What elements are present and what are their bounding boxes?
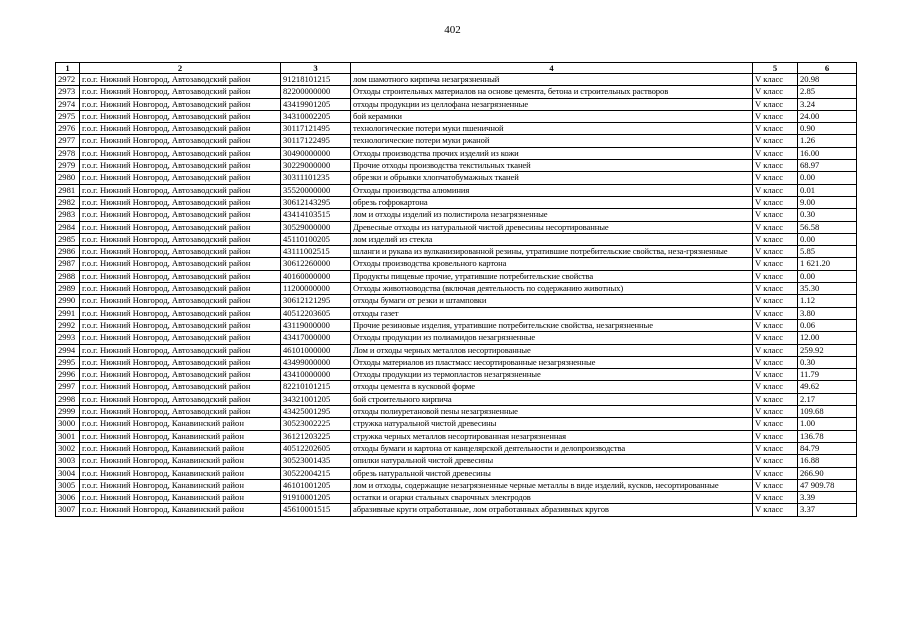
hazard-class-cell: V класс [753, 98, 798, 110]
location-cell: г.о.г. Нижний Новгород, Канавинский район [80, 504, 281, 516]
waste-code-cell: 91910001205 [281, 492, 351, 504]
table-row [56, 295, 857, 307]
location-cell: г.о.г. Нижний Новгород, Автозаводский район [80, 258, 281, 270]
header-cell: 1 [56, 63, 80, 74]
table-row [56, 369, 857, 381]
waste-code-cell: 45110100205 [281, 233, 351, 245]
table-row [56, 258, 857, 270]
row-number: 2977 [56, 135, 80, 147]
row-number: 2978 [56, 147, 80, 159]
amount-cell: 109.68 [798, 406, 857, 418]
waste-code-cell: 46101001205 [281, 479, 351, 491]
table-row [56, 270, 857, 282]
table-row [56, 356, 857, 368]
amount-cell: 11.79 [798, 369, 857, 381]
table-row [56, 455, 857, 467]
table-row [56, 123, 857, 135]
hazard-class-cell: V класс [753, 467, 798, 479]
waste-name-cell: шланги и рукава из вулканизированной резины, утратившие потребительские свойства, неза-грязненные [351, 246, 753, 258]
hazard-class-cell: V класс [753, 418, 798, 430]
table-body [56, 74, 857, 517]
table-row [56, 492, 857, 504]
row-number: 2994 [56, 344, 80, 356]
waste-code-cell: 30523002225 [281, 418, 351, 430]
waste-code-cell: 43417000000 [281, 332, 351, 344]
row-number: 2980 [56, 172, 80, 184]
location-cell: г.о.г. Нижний Новгород, Автозаводский район [80, 233, 281, 245]
location-cell: г.о.г. Нижний Новгород, Автозаводский район [80, 209, 281, 221]
waste-code-cell: 30229000000 [281, 160, 351, 172]
hazard-class-cell: V класс [753, 356, 798, 368]
table-row [56, 233, 857, 245]
waste-name-cell: Отходы материалов из пластмасс несортированные незагрязненные [351, 356, 753, 368]
hazard-class-cell: V класс [753, 430, 798, 442]
waste-name-cell: Отходы строительных материалов на основе цемента, бетона и строительных растворов [351, 86, 753, 98]
hazard-class-cell: V класс [753, 74, 798, 86]
row-number: 3007 [56, 504, 80, 516]
hazard-class-cell: V класс [753, 123, 798, 135]
waste-name-cell: лом и отходы, содержащие незагрязненные черные металлы в виде изделий, кусков, несортированные [351, 479, 753, 491]
hazard-class-cell: V класс [753, 86, 798, 98]
location-cell: г.о.г. Нижний Новгород, Канавинский район [80, 418, 281, 430]
waste-code-cell: 43419901205 [281, 98, 351, 110]
amount-cell: 20.98 [798, 74, 857, 86]
waste-code-cell: 30612143295 [281, 196, 351, 208]
waste-code-cell: 40512202605 [281, 442, 351, 454]
waste-code-cell: 82210101215 [281, 381, 351, 393]
table-row [56, 74, 857, 86]
waste-name-cell: отходы газет [351, 307, 753, 319]
amount-cell: 3.37 [798, 504, 857, 516]
waste-name-cell: Лом и отходы черных металлов несортированные [351, 344, 753, 356]
amount-cell: 0.06 [798, 319, 857, 331]
amount-cell: 68.97 [798, 160, 857, 172]
table-row [56, 147, 857, 159]
waste-name-cell: опилки натуральной чистой древесины [351, 455, 753, 467]
waste-name-cell: обрезь натуральной чистой древесины [351, 467, 753, 479]
waste-name-cell: бой строительного кирпича [351, 393, 753, 405]
row-number: 3004 [56, 467, 80, 479]
waste-code-cell: 30117121495 [281, 123, 351, 135]
waste-name-cell: отходы бумаги от резки и штамповки [351, 295, 753, 307]
header-cell: 3 [281, 63, 351, 74]
waste-name-cell: отходы цемента в кусковой форме [351, 381, 753, 393]
row-number: 2993 [56, 332, 80, 344]
location-cell: г.о.г. Нижний Новгород, Автозаводский район [80, 332, 281, 344]
location-cell: г.о.г. Нижний Новгород, Автозаводский район [80, 184, 281, 196]
location-cell: г.о.г. Нижний Новгород, Автозаводский район [80, 172, 281, 184]
location-cell: г.о.г. Нижний Новгород, Канавинский район [80, 467, 281, 479]
hazard-class-cell: V класс [753, 221, 798, 233]
hazard-class-cell: V класс [753, 442, 798, 454]
waste-code-cell: 45610001515 [281, 504, 351, 516]
waste-code-cell: 35520000000 [281, 184, 351, 196]
row-number: 2997 [56, 381, 80, 393]
header-cell: 6 [798, 63, 857, 74]
waste-name-cell: обрезь гофрокартона [351, 196, 753, 208]
waste-table [55, 62, 857, 517]
waste-code-cell: 30490000000 [281, 147, 351, 159]
location-cell: г.о.г. Нижний Новгород, Автозаводский район [80, 344, 281, 356]
amount-cell: 259.92 [798, 344, 857, 356]
hazard-class-cell: V класс [753, 332, 798, 344]
amount-cell: 3.39 [798, 492, 857, 504]
location-cell: г.о.г. Нижний Новгород, Автозаводский район [80, 74, 281, 86]
waste-code-cell: 30612260000 [281, 258, 351, 270]
waste-name-cell: Отходы продукции из полиамидов незагрязненные [351, 332, 753, 344]
table-row [56, 246, 857, 258]
table-row [56, 381, 857, 393]
waste-code-cell: 40512203605 [281, 307, 351, 319]
waste-name-cell: стружка натуральной чистой древесины [351, 418, 753, 430]
table-row [56, 442, 857, 454]
row-number: 2975 [56, 110, 80, 122]
waste-name-cell: обрезки и обрывки хлопчатобумажных тканей [351, 172, 753, 184]
location-cell: г.о.г. Нижний Новгород, Автозаводский район [80, 393, 281, 405]
table-row [56, 172, 857, 184]
header-row [56, 63, 857, 74]
amount-cell: 9.00 [798, 196, 857, 208]
row-number: 2983 [56, 209, 80, 221]
hazard-class-cell: V класс [753, 307, 798, 319]
row-number: 2999 [56, 406, 80, 418]
amount-cell: 266.90 [798, 467, 857, 479]
row-number: 2974 [56, 98, 80, 110]
location-cell: г.о.г. Нижний Новгород, Автозаводский район [80, 123, 281, 135]
row-number: 2996 [56, 369, 80, 381]
table-row [56, 344, 857, 356]
waste-name-cell: лом шамотного кирпича незагрязненный [351, 74, 753, 86]
amount-cell: 1.00 [798, 418, 857, 430]
waste-name-cell: лом и отходы изделий из полистирола незагрязненные [351, 209, 753, 221]
table-row [56, 184, 857, 196]
amount-cell: 136.78 [798, 430, 857, 442]
waste-name-cell: стружка черных металлов несортированная незагрязненная [351, 430, 753, 442]
waste-code-cell: 30612121295 [281, 295, 351, 307]
table-row [56, 110, 857, 122]
amount-cell: 0.00 [798, 233, 857, 245]
table-row [56, 406, 857, 418]
waste-name-cell: технологические потери муки пшеничной [351, 123, 753, 135]
waste-name-cell: технологические потери муки ржаной [351, 135, 753, 147]
table-row [56, 86, 857, 98]
location-cell: г.о.г. Нижний Новгород, Автозаводский район [80, 307, 281, 319]
hazard-class-cell: V класс [753, 270, 798, 282]
hazard-class-cell: V класс [753, 393, 798, 405]
row-number: 2998 [56, 393, 80, 405]
amount-cell: 16.00 [798, 147, 857, 159]
location-cell: г.о.г. Нижний Новгород, Автозаводский район [80, 196, 281, 208]
row-number: 2984 [56, 221, 80, 233]
table-row [56, 418, 857, 430]
waste-name-cell: Отходы производства алюминия [351, 184, 753, 196]
row-number: 3003 [56, 455, 80, 467]
table-row [56, 135, 857, 147]
waste-name-cell: абразивные круги отработанные, лом отработанных абразивных кругов [351, 504, 753, 516]
hazard-class-cell: V класс [753, 381, 798, 393]
location-cell: г.о.г. Нижний Новгород, Канавинский район [80, 430, 281, 442]
hazard-class-cell: V класс [753, 160, 798, 172]
waste-code-cell: 91218101215 [281, 74, 351, 86]
amount-cell: 35.30 [798, 283, 857, 295]
row-number: 2989 [56, 283, 80, 295]
table-row [56, 221, 857, 233]
hazard-class-cell: V класс [753, 196, 798, 208]
row-number: 2982 [56, 196, 80, 208]
page-number: 402 [444, 24, 461, 36]
header-cell: 5 [753, 63, 798, 74]
row-number: 2990 [56, 295, 80, 307]
waste-code-cell: 30522004215 [281, 467, 351, 479]
row-number: 2992 [56, 319, 80, 331]
row-number: 2995 [56, 356, 80, 368]
waste-code-cell: 43414103515 [281, 209, 351, 221]
table-row [56, 430, 857, 442]
row-number: 3006 [56, 492, 80, 504]
location-cell: г.о.г. Нижний Новгород, Автозаводский район [80, 86, 281, 98]
amount-cell: 0.00 [798, 172, 857, 184]
table-row [56, 332, 857, 344]
location-cell: г.о.г. Нижний Новгород, Автозаводский район [80, 221, 281, 233]
amount-cell: 56.58 [798, 221, 857, 233]
amount-cell: 1.26 [798, 135, 857, 147]
location-cell: г.о.г. Нижний Новгород, Автозаводский район [80, 98, 281, 110]
waste-code-cell: 11200000000 [281, 283, 351, 295]
hazard-class-cell: V класс [753, 172, 798, 184]
amount-cell: 84.79 [798, 442, 857, 454]
location-cell: г.о.г. Нижний Новгород, Канавинский район [80, 492, 281, 504]
row-number: 2973 [56, 86, 80, 98]
location-cell: г.о.г. Нижний Новгород, Автозаводский район [80, 110, 281, 122]
table-row [56, 393, 857, 405]
location-cell: г.о.г. Нижний Новгород, Автозаводский район [80, 147, 281, 159]
table-row [56, 98, 857, 110]
amount-cell: 2.85 [798, 86, 857, 98]
header-cell: 2 [80, 63, 281, 74]
amount-cell: 0.01 [798, 184, 857, 196]
table-row [56, 319, 857, 331]
location-cell: г.о.г. Нижний Новгород, Автозаводский район [80, 369, 281, 381]
waste-name-cell: отходы продукции из целлофана незагрязненные [351, 98, 753, 110]
amount-cell: 16.88 [798, 455, 857, 467]
waste-name-cell: Прочие резиновые изделия, утратившие потребительские свойства, незагрязненные [351, 319, 753, 331]
location-cell: г.о.г. Нижний Новгород, Автозаводский район [80, 319, 281, 331]
amount-cell: 0.30 [798, 356, 857, 368]
table-row [56, 196, 857, 208]
waste-name-cell: остатки и огарки стальных сварочных электродов [351, 492, 753, 504]
hazard-class-cell: V класс [753, 504, 798, 516]
hazard-class-cell: V класс [753, 209, 798, 221]
amount-cell: 0.30 [798, 209, 857, 221]
waste-name-cell: Отходы животноводства (включая деятельность по содержанию животных) [351, 283, 753, 295]
table-row [56, 283, 857, 295]
row-number: 2987 [56, 258, 80, 270]
table-row [56, 504, 857, 516]
location-cell: г.о.г. Нижний Новгород, Автозаводский район [80, 246, 281, 258]
table-row [56, 307, 857, 319]
hazard-class-cell: V класс [753, 110, 798, 122]
hazard-class-cell: V класс [753, 492, 798, 504]
location-cell: г.о.г. Нижний Новгород, Автозаводский район [80, 295, 281, 307]
header-cell: 4 [351, 63, 753, 74]
location-cell: г.о.г. Нижний Новгород, Автозаводский район [80, 356, 281, 368]
waste-name-cell: Прочие отходы производства текстильных тканей [351, 160, 753, 172]
row-number: 3002 [56, 442, 80, 454]
row-number: 3000 [56, 418, 80, 430]
row-number: 2988 [56, 270, 80, 282]
amount-cell: 24.00 [798, 110, 857, 122]
amount-cell: 5.85 [798, 246, 857, 258]
table-row [56, 209, 857, 221]
amount-cell: 0.90 [798, 123, 857, 135]
row-number: 2972 [56, 74, 80, 86]
location-cell: г.о.г. Нижний Новгород, Автозаводский район [80, 406, 281, 418]
row-number: 3005 [56, 479, 80, 491]
table-row [56, 467, 857, 479]
location-cell: г.о.г. Нижний Новгород, Автозаводский район [80, 381, 281, 393]
table-row [56, 160, 857, 172]
amount-cell: 12.00 [798, 332, 857, 344]
amount-cell: 49.62 [798, 381, 857, 393]
hazard-class-cell: V класс [753, 455, 798, 467]
hazard-class-cell: V класс [753, 369, 798, 381]
hazard-class-cell: V класс [753, 258, 798, 270]
waste-code-cell: 43111002515 [281, 246, 351, 258]
location-cell: г.о.г. Нижний Новгород, Автозаводский район [80, 283, 281, 295]
hazard-class-cell: V класс [753, 406, 798, 418]
hazard-class-cell: V класс [753, 135, 798, 147]
row-number: 2985 [56, 233, 80, 245]
waste-code-cell: 40160000000 [281, 270, 351, 282]
location-cell: г.о.г. Нижний Новгород, Автозаводский район [80, 135, 281, 147]
amount-cell: 2.17 [798, 393, 857, 405]
waste-name-cell: лом изделий из стекла [351, 233, 753, 245]
amount-cell: 0.00 [798, 270, 857, 282]
row-number: 2976 [56, 123, 80, 135]
hazard-class-cell: V класс [753, 147, 798, 159]
row-number: 2981 [56, 184, 80, 196]
hazard-class-cell: V класс [753, 295, 798, 307]
waste-code-cell: 30523001435 [281, 455, 351, 467]
waste-name-cell: Отходы производства кровельного картона [351, 258, 753, 270]
row-number: 2991 [56, 307, 80, 319]
amount-cell: 3.24 [798, 98, 857, 110]
hazard-class-cell: V класс [753, 246, 798, 258]
waste-code-cell: 36121203225 [281, 430, 351, 442]
location-cell: г.о.г. Нижний Новгород, Автозаводский район [80, 160, 281, 172]
hazard-class-cell: V класс [753, 184, 798, 196]
waste-name-cell: отходы бумаги и картона от канцелярской деятельности и делопроизводства [351, 442, 753, 454]
waste-code-cell: 43119000000 [281, 319, 351, 331]
waste-code-cell: 30311101235 [281, 172, 351, 184]
waste-code-cell: 46101000000 [281, 344, 351, 356]
location-cell: г.о.г. Нижний Новгород, Канавинский район [80, 479, 281, 491]
hazard-class-cell: V класс [753, 233, 798, 245]
waste-code-cell: 82200000000 [281, 86, 351, 98]
waste-code-cell: 43425001295 [281, 406, 351, 418]
row-number: 2986 [56, 246, 80, 258]
waste-code-cell: 43499000000 [281, 356, 351, 368]
table-row [56, 479, 857, 491]
waste-name-cell: бой керамики [351, 110, 753, 122]
amount-cell: 3.80 [798, 307, 857, 319]
amount-cell: 47 909.78 [798, 479, 857, 491]
waste-name-cell: Отходы продукции из термопластов незагрязненные [351, 369, 753, 381]
waste-name-cell: Древесные отходы из натуральной чистой древесины несортированные [351, 221, 753, 233]
waste-code-cell: 30117122495 [281, 135, 351, 147]
row-number: 3001 [56, 430, 80, 442]
waste-code-cell: 43410000000 [281, 369, 351, 381]
amount-cell: 1.12 [798, 295, 857, 307]
location-cell: г.о.г. Нижний Новгород, Канавинский район [80, 455, 281, 467]
hazard-class-cell: V класс [753, 344, 798, 356]
location-cell: г.о.г. Нижний Новгород, Канавинский район [80, 442, 281, 454]
amount-cell: 1 621.20 [798, 258, 857, 270]
hazard-class-cell: V класс [753, 479, 798, 491]
waste-code-cell: 30529000000 [281, 221, 351, 233]
row-number: 2979 [56, 160, 80, 172]
location-cell: г.о.г. Нижний Новгород, Автозаводский район [80, 270, 281, 282]
waste-code-cell: 34321001205 [281, 393, 351, 405]
waste-name-cell: Отходы производства прочих изделий из кожи [351, 147, 753, 159]
hazard-class-cell: V класс [753, 283, 798, 295]
waste-code-cell: 34310002205 [281, 110, 351, 122]
waste-name-cell: Продукты пищевые прочие, утратившие потребительские свойства [351, 270, 753, 282]
waste-name-cell: отходы полиуретановой пены незагрязненные [351, 406, 753, 418]
hazard-class-cell: V класс [753, 319, 798, 331]
